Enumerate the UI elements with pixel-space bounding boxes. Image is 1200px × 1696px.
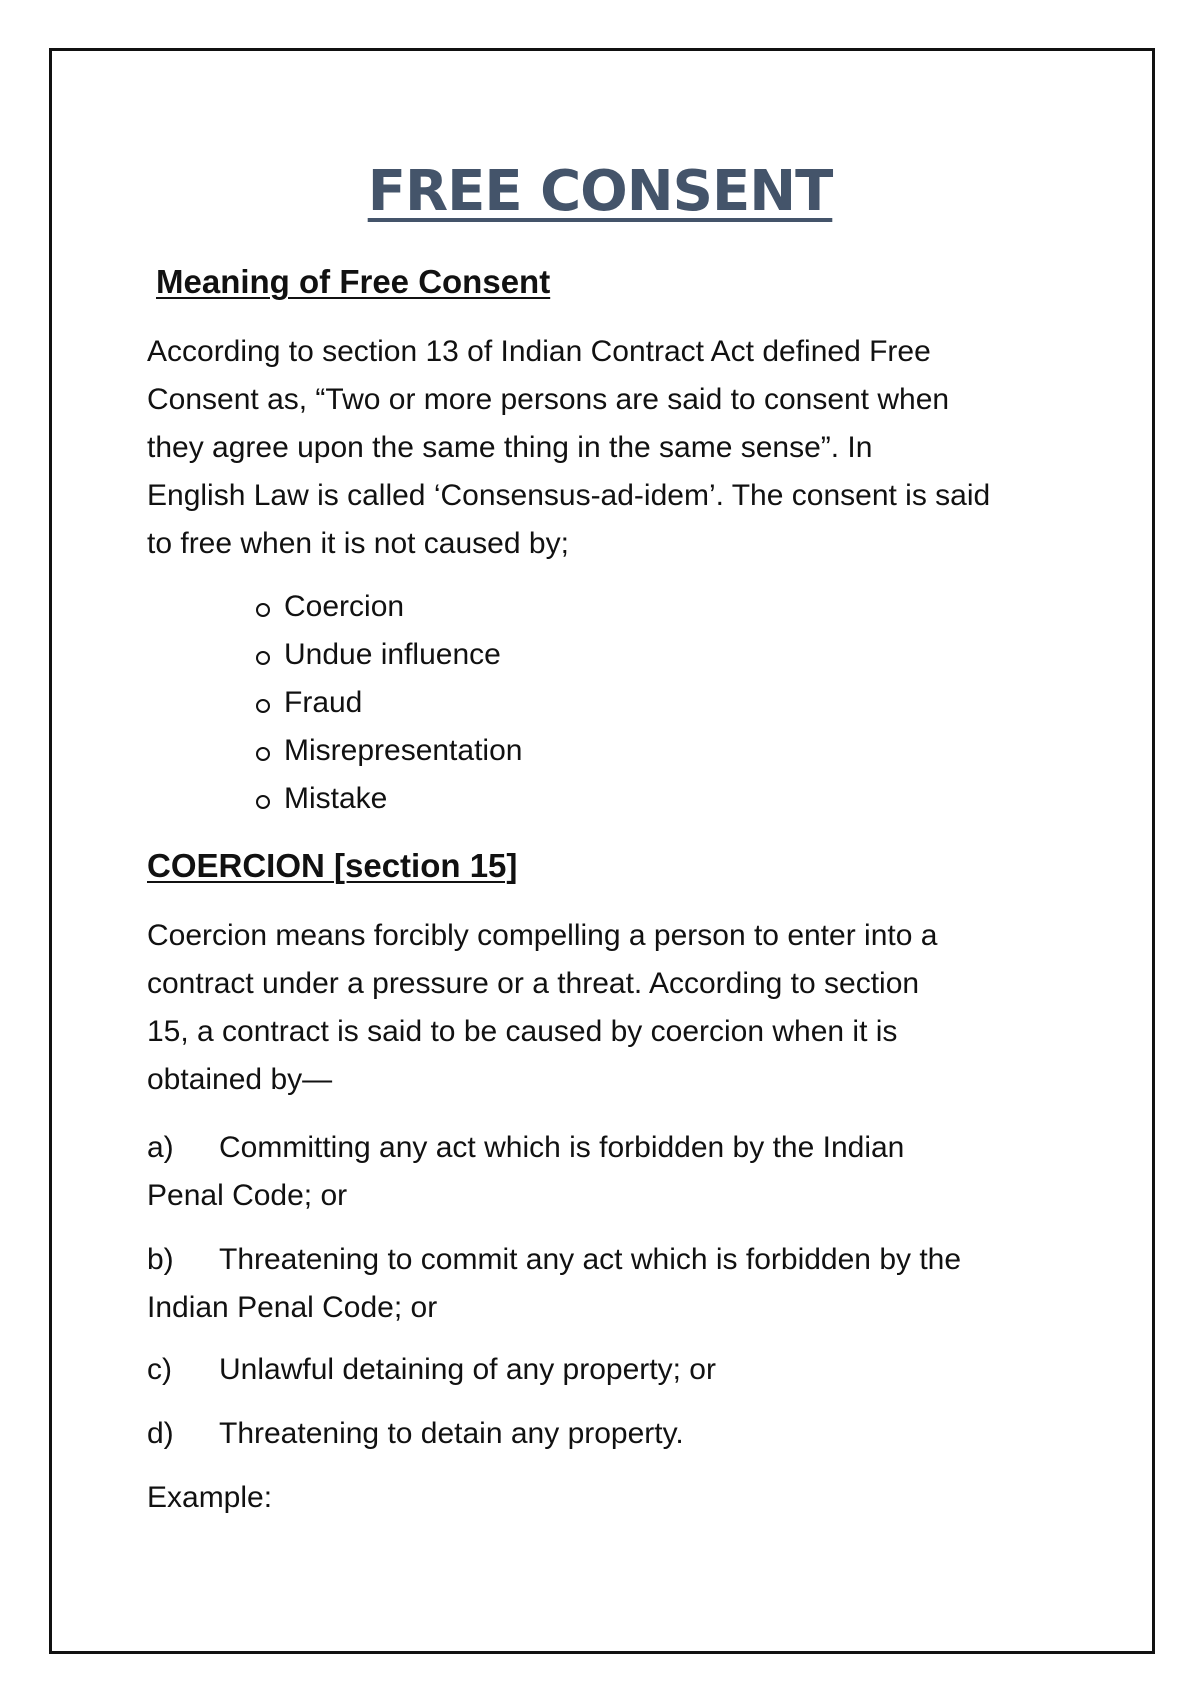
item-text: Threatening to detain any property. [219, 1417, 684, 1450]
hollow-circle-bullet-icon [256, 747, 270, 761]
item-text: Unlawful detaining of any property; or [219, 1353, 716, 1386]
hollow-circle-bullet-icon [256, 651, 270, 665]
item-letter: d) [147, 1417, 174, 1450]
consent-factors-list [256, 583, 522, 823]
list-item-text: Mistake [284, 782, 388, 815]
item-letter: a) [147, 1131, 174, 1164]
list-item-text: Coercion [284, 590, 405, 623]
item-letter: b) [147, 1243, 174, 1276]
paragraph-line: According to section 13 of Indian Contract Act defined Free [147, 335, 931, 368]
coercion-item-b [147, 1236, 1077, 1332]
document-title-text: FREE CONSENT [367, 159, 833, 224]
item-text: Threatening to commit any act which is forbidden by the [219, 1243, 962, 1276]
list-item [256, 631, 522, 679]
hollow-circle-bullet-icon [256, 603, 270, 617]
section-heading-meaning: Meaning of Free Consent [156, 263, 551, 300]
paragraph-line: to free when it is not caused by; [147, 527, 569, 560]
list-item-text: Misrepresentation [284, 734, 523, 767]
coercion-item-a [147, 1124, 1077, 1220]
list-item [256, 583, 522, 631]
item-text-continued: Penal Code; or [147, 1179, 348, 1212]
paragraph-line: English Law is called ‘Consensus-ad-idem’. The consent is said [147, 479, 991, 512]
hollow-circle-bullet-icon [256, 699, 270, 713]
section2-paragraph [147, 912, 1077, 1104]
section-heading-coercion: COERCION [section 15] [147, 847, 518, 884]
example-label: Example: [147, 1481, 273, 1514]
list-item [256, 679, 522, 727]
paragraph-line: Coercion means forcibly compelling a person to enter into a [147, 919, 938, 952]
paragraph-line: obtained by— [147, 1063, 333, 1096]
coercion-item-c [147, 1346, 1077, 1394]
hollow-circle-bullet-icon [256, 795, 270, 809]
document-title [0, 152, 1200, 232]
list-item [256, 775, 522, 823]
item-text-continued: Indian Penal Code; or [147, 1291, 438, 1324]
item-text: Committing any act which is forbidden by the Indian [219, 1131, 905, 1164]
section1-paragraph [147, 328, 1077, 568]
paragraph-line: they agree upon the same thing in the same sense”. In [147, 431, 873, 464]
paragraph-line: Consent as, “Two or more persons are said to consent when [147, 383, 950, 416]
list-item [256, 727, 522, 775]
list-item-text: Undue influence [284, 638, 501, 671]
item-letter: c) [147, 1353, 172, 1386]
list-item-text: Fraud [284, 686, 363, 719]
coercion-item-d [147, 1410, 1077, 1458]
paragraph-line: 15, a contract is said to be caused by coercion when it is [147, 1015, 898, 1048]
paragraph-line: contract under a pressure or a threat. According to section [147, 967, 920, 1000]
